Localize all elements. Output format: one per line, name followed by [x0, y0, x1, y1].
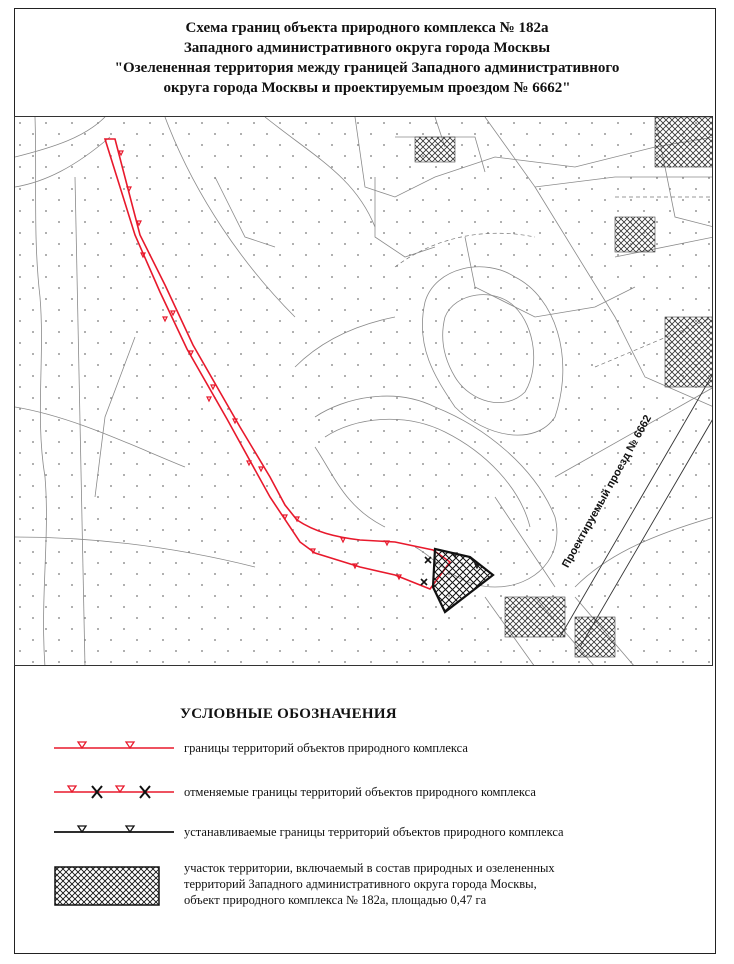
legend-text-line-3: объект природного комплекса № 182а, площадью 0,47 га	[184, 893, 487, 907]
vegetation-dots	[15, 117, 713, 666]
red-triangle-line-icon	[54, 738, 174, 758]
map-area[interactable]	[14, 116, 713, 666]
legend-item-established	[40, 822, 700, 862]
hatched-area-icon	[54, 866, 160, 906]
legend-text-established: устанавливаемые границы территорий объектов природного комплекса	[184, 825, 564, 839]
legend-title: УСЛОВНЫЕ ОБОЗНАЧЕНИЯ	[180, 706, 397, 722]
legend-text-boundary: границы территорий объектов природного комплекса	[184, 741, 468, 755]
title-line-3: "Озелененная территория между границей Западного административного	[114, 60, 620, 76]
title-line-4: округа города Москвы и проектируемым проездом № 6662"	[163, 80, 571, 96]
legend-item-included-area	[40, 860, 700, 916]
map-title	[20, 18, 714, 98]
road-label: Проектируемый проезд № 6662	[560, 413, 655, 570]
legend-text-cancelled: отменяемые границы территорий объектов природного комплекса	[184, 785, 536, 799]
map-canvas	[15, 117, 713, 666]
legend-text-line-1: участок территории, включаемый в состав природных и озелененных	[184, 861, 555, 875]
legend-text-line-2: территорий Западного административного округа города Москвы,	[184, 877, 537, 891]
legend-text-included-area	[184, 860, 555, 908]
legend-item-boundary	[40, 738, 700, 778]
legend-item-cancelled	[40, 782, 700, 822]
title-line-1: Схема границ объекта природного комплекса № 182а	[185, 20, 549, 36]
title-line-2: Западного административного округа города Москвы	[183, 40, 551, 56]
black-triangle-line-icon	[54, 822, 174, 842]
red-cross-line-icon	[54, 782, 174, 802]
